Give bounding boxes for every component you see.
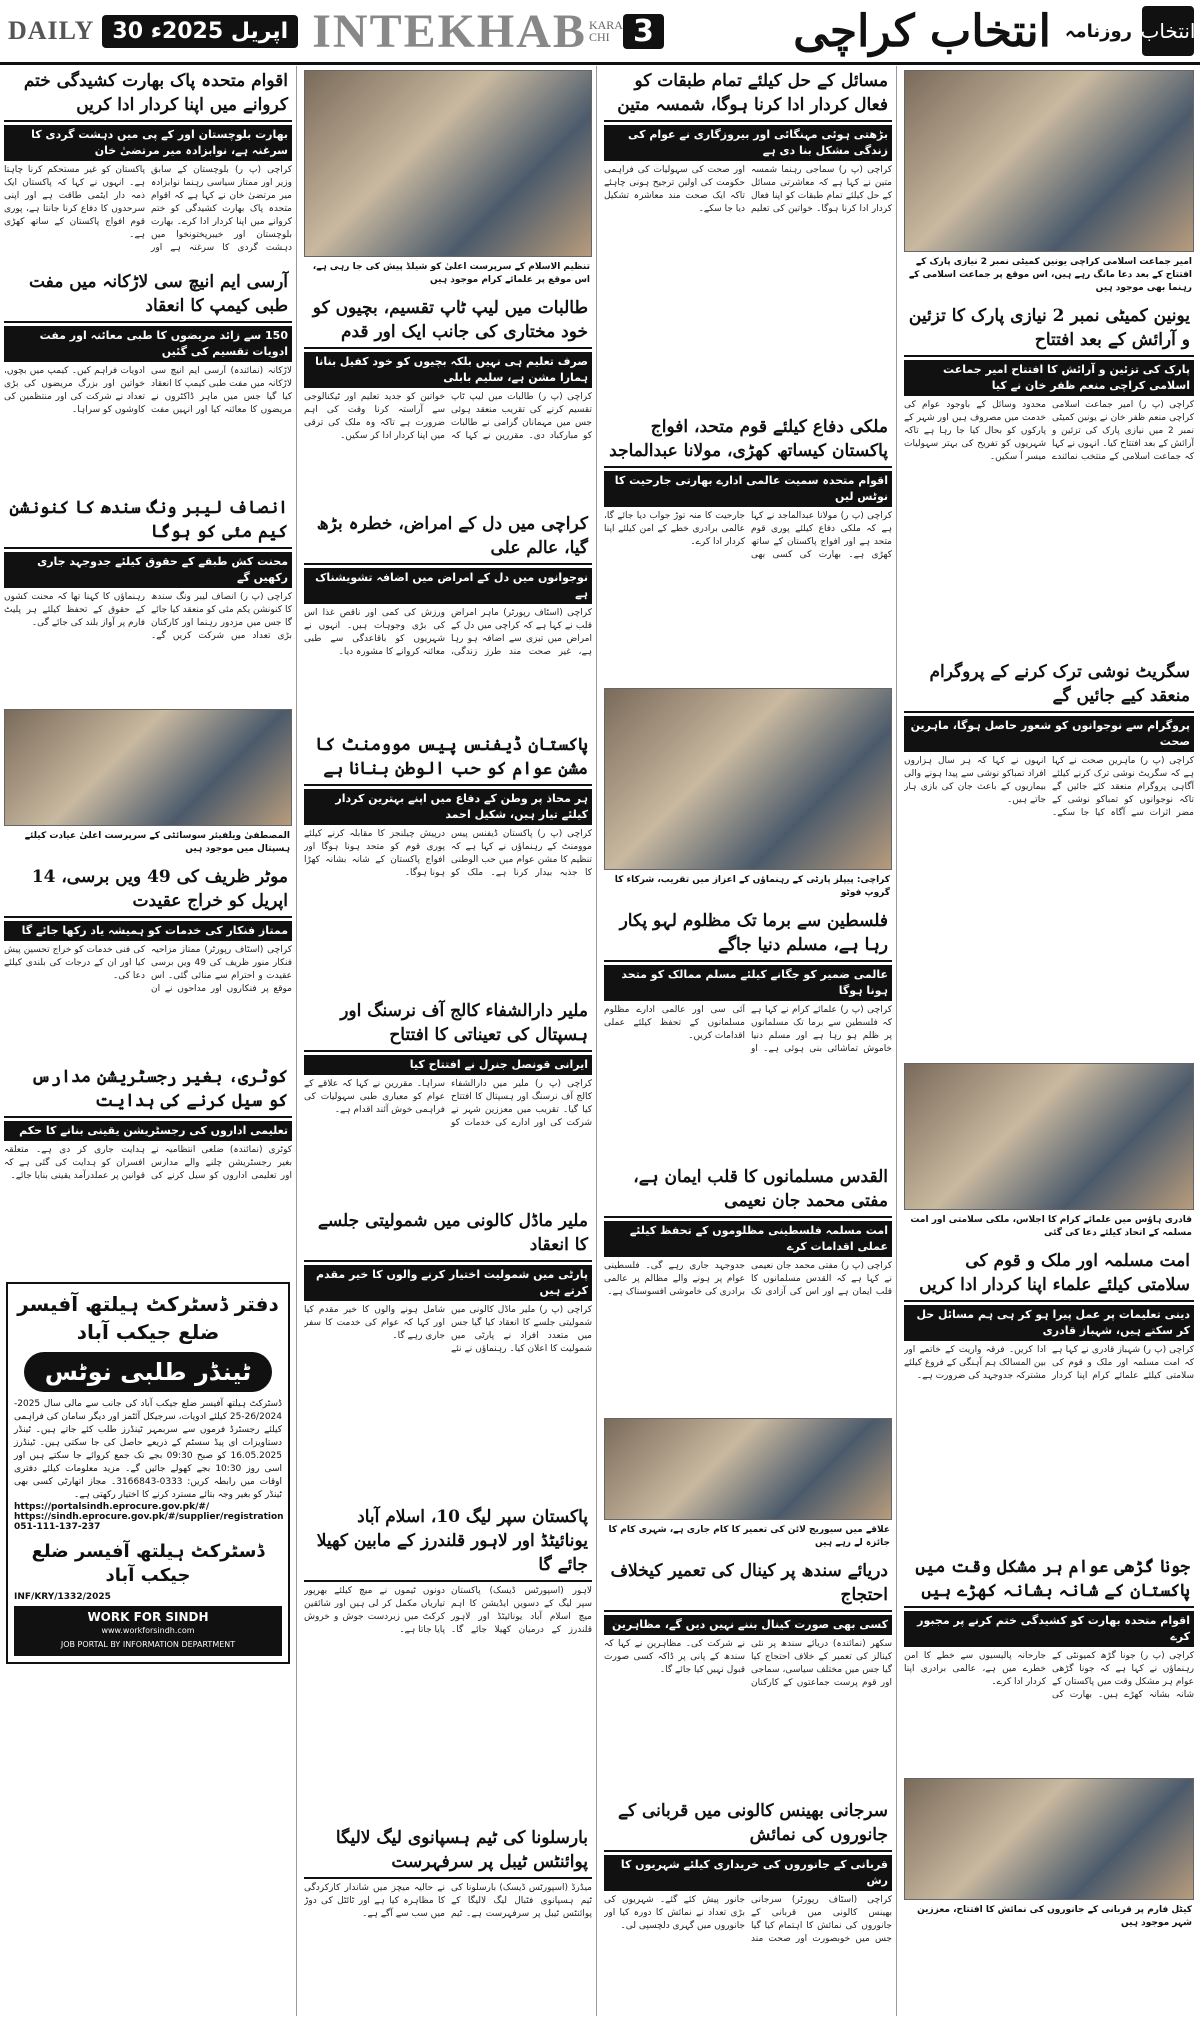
subhead: عالمی ضمیر کو جگانے کیلئے مسلم ممالک کو متحد ہونا ہوگا bbox=[604, 965, 892, 1001]
subhead: 150 سے زائد مریضوں کا طبی معائنہ اور مفت ادویات تقسیم کی گئیں bbox=[4, 326, 292, 362]
headline: جونا گڑھی عوام ہر مشکل وقت میں پاکستان کے شانہ بشانہ کھڑے ہیں bbox=[904, 1552, 1194, 1608]
wfs-url[interactable]: www.workforsindh.com bbox=[101, 1626, 195, 1635]
headline: ملکی دفاع کیلئے قوم متحد، افواج پاکستان کیساتھ کھڑی، مولانا عبدالماجد bbox=[604, 412, 892, 468]
subhead: نوجوانوں میں دل کے امراض میں اضافہ تشویشناک ہے bbox=[304, 568, 592, 604]
notice-ref: INF/KRY/1332/2025 bbox=[14, 1592, 111, 1602]
article bbox=[4, 1062, 292, 1274]
masthead-date: 30 اپریل 2025ء bbox=[102, 15, 298, 48]
article bbox=[604, 1162, 892, 1410]
subhead: ممتاز فنکار کی خدمات کو ہمیشہ یاد رکھا جائے گا bbox=[4, 921, 292, 941]
news-photo bbox=[304, 70, 592, 257]
headline: آرسی ایم انیچ سی لاڑکانہ میں مفت طبی کیمپ کا انعقاد bbox=[4, 267, 292, 323]
article-body: کراچی (پ ر) انصاف لیبر ونگ سندھ کا کنونشن یکم مئی کو منعقد کیا جائے گا جس میں مزدور رہنما اور کارکنان بڑی تعداد میں شرکت کریں گے۔ رہنماؤں کا کہنا تھا کہ محنت کشوں کے حقوق کے تحفظ کیلئے ہر پلیٹ فارم پر آواز بلند کی جائے گی۔ bbox=[4, 592, 292, 641]
news-photo bbox=[4, 709, 292, 826]
article-body: کراچی (پ ر) سماجی رہنما شمسہ متین نے کہا ہے کہ معاشرتی مسائل کے حل کیلئے تمام طبقات کو اپنا فعال کردار ادا کرنا ہوگا۔ خواتین کی تعلیم اور صحت کی سہولیات کی فراہمی حکومت کی اولین ترجیح ہونی چاہئے تاکہ ایک صحت مند معاشرہ تشکیل دیا جا سکے۔ bbox=[604, 165, 892, 214]
headline: یونین کمیٹی نمبر 2 نیازی پارک کا تزئین و آرائش کے بعد افتتاح bbox=[904, 301, 1194, 357]
headline: بارسلونا کی ٹیم ہسپانوی لیگ لالیگا پوائنٹس ٹیبل پر سرفہرست bbox=[304, 1823, 592, 1879]
article bbox=[304, 509, 592, 722]
notice-phone: 051-111-137-237 bbox=[14, 1522, 101, 1532]
article-body: کراچی (اسٹاف رپورٹر) ممتاز مزاحیہ فنکار منور ظریف کی 49 ویں برسی عقیدت و احترام سے منائی گئی۔ اس موقع پر فنکاروں اور مداحوں نے ان کی فنی خدمات کو خراج تحسین پیش کیا اور ان کے درجات کی بلندی کیلئے دعا کی۔ bbox=[4, 945, 292, 994]
article bbox=[604, 1556, 892, 1788]
notice-link[interactable]: https://portalsindh.eprocure.gov.pk/#/ bbox=[14, 1502, 210, 1512]
photo-caption: تنظیم الاسلام کے سرپرست اعلیٰ کو شیلڈ پیش کی جا رہی ہے، اس موقع پر علمائے کرام موجود ہیں bbox=[312, 262, 590, 285]
article-body: کراچی (پ ر) ماہرین صحت نے کہا ہے کہ سگریٹ نوشی ترک کرنے کیلئے آگاہی پروگرام منعقد کئے جائیں گے تاکہ نوجوانوں کو تمباکو نوشی کے مضر اثرات سے آگاہ کیا جا سکے۔ انہوں نے کہا کہ ہر سال ہزاروں افراد تمباکو نوشی سے پیدا ہونے والی بیماریوں کے باعث جان کی بازی ہار جاتے ہیں۔ bbox=[904, 756, 1194, 818]
subhead: ہر محاذ پر وطن کے دفاع میں اپنے بہترین کردار کیلئے تیار ہیں، شکیل احمد bbox=[304, 789, 592, 825]
headline: کوٹری، بغیر رجسٹریشن مدارس کو سیل کرنے کی ہدایت bbox=[4, 1062, 292, 1118]
subhead: پارٹی میں شمولیت اختیار کرنے والوں کا خیر مقدم کرتے ہیں bbox=[304, 1265, 592, 1301]
column-1 bbox=[0, 66, 297, 2016]
article-body: میڈرڈ (اسپورٹس ڈیسک) بارسلونا کی ٹیم ہسپانوی فٹبال لیگ لالیگا کے پوائنٹس ٹیبل پر سرفہرست ہے۔ ٹیم نے حالیہ میچز میں شاندار کارکردگی کا مظاہرہ کیا ہے اور ٹائٹل کی دوڑ میں سب سے آگے ہے۔ bbox=[304, 1883, 592, 1919]
article bbox=[4, 862, 292, 1054]
subhead: محنت کش طبقے کے حقوق کیلئے جدوجہد جاری رکھیں گے bbox=[4, 552, 292, 588]
headline: موٹر ظریف کی 49 ویں برسی، 14 اپریل کو خراج عقیدت bbox=[4, 862, 292, 918]
news-photo bbox=[904, 70, 1194, 252]
headline: پاکستان ڈیفنس پیس موومنٹ کا مشن عوام کو حب الوطن بنانا ہے bbox=[304, 730, 592, 786]
photo-caption: قادری ہاؤس میں علمائے کرام کا اجلاس، ملکی سلامتی اور امت مسلمہ کے اتحاد کیلئے دعا کی گئی bbox=[910, 1215, 1192, 1238]
article-body: کراچی (پ ر) علمائے کرام نے کہا ہے کہ فلسطین سے برما تک مسلمانوں پر ظلم ہو رہا ہے اور مسلم دنیا خاموش تماشائی بنی ہوئی ہے۔ او آئی سی اور عالمی ادارے مظلوم مسلمانوں کے تحفظ کیلئے عملی اقدامات کریں۔ bbox=[604, 1005, 892, 1054]
subhead: پارک کی تزئین و آرائش کا افتتاح امیر جماعت اسلامی کراچی منعم ظفر خان نے کیا bbox=[904, 360, 1194, 396]
photo-caption: المصطفیٰ ویلفیئر سوسائٹی کے سرپرست اعلیٰ عیادت کیلئے ہسپتال میں موجود ہیں bbox=[24, 831, 290, 854]
notice-office: دفتر ڈسٹرکٹ ہیلتھ آفیسر ضلع جیکب آباد bbox=[17, 1292, 279, 1344]
notice-link[interactable]: https://sindh.eprocure.gov.pk/#/supplier/registration bbox=[14, 1512, 284, 1522]
masthead-daily: DAILY bbox=[8, 16, 95, 45]
headline: ملیر ماڈل کالونی میں شمولیتی جلسے کا انعقاد bbox=[304, 1206, 592, 1262]
wfs-title: WORK FOR SINDH bbox=[87, 1610, 209, 1624]
subhead: صرف تعلیم ہی نہیں بلکہ بچیوں کو خود کفیل بنانا ہمارا مشن ہے، سلیم بابلی bbox=[304, 352, 592, 388]
column-2 bbox=[300, 66, 597, 2016]
article-body: لاڑکانہ (نمائندہ) آرسی ایم انیچ سی لاڑکانہ میں مفت طبی کیمپ کا انعقاد کیا گیا جس میں ماہر ڈاکٹروں نے مریضوں کا معائنہ کیا اور انہیں مفت ادویات فراہم کیں۔ کیمپ میں بچوں، خواتین اور بزرگ مریضوں کی بڑی تعداد نے شرکت کی اور منتظمین کی کاوشوں کو سراہا۔ bbox=[4, 366, 292, 415]
column-3 bbox=[600, 66, 897, 2016]
headline: مسائل کے حل کیلئے تمام طبقات کو فعال کردار ادا کرنا ہوگا، شمسہ متین bbox=[604, 66, 892, 122]
subhead: کسی بھی صورت کینال بننے نہیں دیں گے، مظاہرین bbox=[604, 1615, 892, 1635]
article-body: کراچی (پ ر) پاکستان ڈیفنس پیس موومنٹ کے رہنماؤں نے کہا ہے کہ تنظیم کا مشن عوام میں حب الوطنی کا جذبہ بیدار کرنا ہے۔ ملک کو درپیش چیلنجز کا مقابلہ کرنے کیلئے پوری قوم کو متحد ہونا ہوگا اور افواج پاکستان کے شانہ بشانہ کھڑا ہونا ہوگا۔ bbox=[304, 829, 592, 878]
article-body: کراچی (اسٹاف رپورٹر) سرجانی بھینس کالونی میں قربانی کے جانوروں کی نمائش کا اہتمام کیا گیا جس میں خوبصورت اور صحت مند جانور پیش کئے گئے۔ شہریوں کی بڑی تعداد نے نمائش کا دورہ کیا اور جانوروں میں گہری دلچسپی لی۔ bbox=[604, 1895, 892, 1944]
masthead bbox=[0, 0, 1200, 65]
article bbox=[904, 1552, 1194, 1770]
subhead: ایرانی قونصل جنرل نے افتتاح کیا bbox=[304, 1055, 592, 1075]
headline: کراچی میں دل کے امراض، خطرہ بڑھ گیا، عالم علی bbox=[304, 509, 592, 565]
article bbox=[904, 1246, 1194, 1544]
photo-caption: علاقے میں سیوریج لائن کی تعمیر کا کام جاری ہے، شہری کام کا جائزہ لے رہے ہیں bbox=[608, 1525, 890, 1548]
masthead-karachi: KARA CHI bbox=[588, 18, 623, 44]
article bbox=[304, 730, 592, 988]
headline: فلسطین سے برما تک مظلوم لہو پکار رہا ہے، مسلم دنیا جاگے bbox=[604, 906, 892, 962]
subhead: تعلیمی اداروں کی رجسٹریشن یقینی بنانے کا حکم bbox=[4, 1121, 292, 1141]
headline: دریائے سندھ پر کینال کی تعمیر کیخلاف احتجاج bbox=[604, 1556, 892, 1612]
column-4 bbox=[900, 66, 1198, 2016]
headline: طالبات میں لیپ ٹاپ تقسیم، بچیوں کو خود مختاری کی جانب ایک اور قدم bbox=[304, 293, 592, 349]
headline: پاکستان سپر لیگ 10، اسلام آباد یونائیٹڈ اور لاہور قلندرز کے مابین کھیلا جائے گا bbox=[304, 1502, 592, 1582]
article bbox=[904, 657, 1194, 1055]
headline: ملیر دارالشفاء کالج آف نرسنگ اور ہسپتال کی تعیناتی کا افتتاح bbox=[304, 996, 592, 1052]
notice-body: ڈسٹرکٹ ہیلتھ آفیسر ضلع جیکب آباد کی جانب سے مالی سال 2025-26/2024-25 کیلئے ادویات، سرجیکل آئٹمز اور دیگر سامان کی فراہمی کیلئے رجسٹرڈ فرموں سے سربمہر ٹینڈرز طلب کئے جاتے ہیں۔ ٹینڈر دستاویزات ای پیڈ سسٹم کے ذریعے حاصل کی جا سکتی ہیں۔ ٹینڈرز 16.05.2025 کو صبح 09:30 بجے تک جمع کروائے جا سکتے ہیں اور اسی روز 10:30 بجے کھولے جائیں گے۔ مزید معلومات کیلئے دفتری اوقات میں رابطہ کریں: 0333-3166843۔ مجاز اتھارٹی کسی بھی ٹینڈر کو بغیر وجہ بتائے مسترد کرنے کا اختیار رکھتی ہے۔ bbox=[14, 1399, 282, 1500]
tender-notice bbox=[6, 1282, 290, 1664]
article-body: کراچی (پ ر) مولانا عبدالماجد نے کہا ہے کہ ملکی دفاع کیلئے پوری قوم متحد ہے اور افواج پاکستان کے ساتھ کھڑی ہے۔ بھارت کی کسی بھی جارحیت کا منہ توڑ جواب دیا جائے گا، عالمی برادری خطے کے امن کیلئے اپنا کردار ادا کرے۔ bbox=[604, 511, 892, 560]
article-body: کراچی (پ ر) امیر جماعت اسلامی کراچی منعم ظفر خان نے یونین کمیٹی نمبر 2 میں نیازی پارک کی تزئین و آرائش کے بعد افتتاح کیا۔ انہوں نے کہا کہ جماعت اسلامی کے منتخب نمائندے محدود وسائل کے باوجود عوام کی خدمت میں مصروف ہیں اور شہر کے پارکوں کو بحال کیا جا رہا ہے تاکہ شہریوں کو تفریح کی بہتر سہولیات میسر آ سکیں۔ bbox=[904, 400, 1194, 462]
news-photo bbox=[904, 1778, 1194, 1900]
article-body: کراچی (پ ر) طالبات میں لیپ ٹاپ تقسیم کرنے کی تقریب منعقد ہوئی جس میں مہمانان گرامی نے طالبات کو مبارکباد دی۔ مقررین نے کہا کہ خواتین کو جدید تعلیم اور ٹیکنالوجی سے آراستہ کرنا وقت کی اہم ضرورت ہے تاکہ وہ ملک کی ترقی میں اپنا کردار ادا کر سکیں۔ bbox=[304, 392, 592, 441]
headline: انصاف لیبر ونگ سندھ کا کنونشن کیم مئی کو ہوگا bbox=[4, 493, 292, 549]
notice-title: ٹینڈر طلبی نوٹس bbox=[24, 1352, 272, 1392]
work-for-sindh-banner bbox=[14, 1606, 282, 1656]
subhead: دینی تعلیمات پر عمل پیرا ہو کر ہی ہم مسائل حل کر سکتے ہیں، شہباز قادری bbox=[904, 1305, 1194, 1341]
news-photo bbox=[904, 1063, 1194, 1210]
masthead-logo: انتخاب bbox=[1142, 6, 1194, 56]
subhead: بڑھتی ہوئی مہنگائی اور بیروزگاری نے عوام کی زندگی مشکل بنا دی ہے bbox=[604, 125, 892, 161]
article bbox=[4, 267, 292, 485]
masthead-urdu-daily: روزنامہ bbox=[1064, 20, 1132, 42]
subhead: پروگرام سے نوجوانوں کو شعور حاصل ہوگا، ماہرین صحت bbox=[904, 716, 1194, 752]
masthead-urdu-title: انتخاب کراچی bbox=[793, 5, 1051, 57]
article bbox=[304, 1502, 592, 1815]
photo-caption: کراچی: پیپلز پارٹی کے رہنماؤں کے اعزاز میں تقریب، شرکاء کا گروپ فوٹو bbox=[614, 875, 890, 898]
subhead: امت مسلمہ فلسطینی مظلوموں کے تحفظ کیلئے عملی اقدامات کرے bbox=[604, 1221, 892, 1257]
article-body: کراچی (پ ر) ملیر ماڈل کالونی میں شمولیتی جلسے کا انعقاد کیا گیا جس میں متعدد افراد نے پارٹی میں شمولیت کا اعلان کیا۔ رہنماؤں نے نئے شامل ہونے والوں کا خیر مقدم کیا اور کہا کہ عوام کی خدمت کا سفر جاری رہے گا۔ bbox=[304, 1305, 592, 1354]
article bbox=[304, 1823, 592, 2016]
notice-signature: ڈسٹرکٹ ہیلتھ آفیسر ضلع جیکب آباد bbox=[31, 1541, 265, 1586]
headline: امت مسلمہ اور ملک و قوم کی سلامتی کیلئے علماء اپنا کردار ادا کریں bbox=[904, 1246, 1194, 1302]
article-body: سکھر (نمائندہ) دریائے سندھ پر نئی کینالز کی تعمیر کے خلاف احتجاج کیا گیا جس میں مختلف سیاسی، سماجی اور قوم پرست جماعتوں کے کارکنان نے شرکت کی۔ مظاہرین نے کہا کہ سندھ کے پانی پر ڈاکہ کسی صورت قبول نہیں کیا جائے گا۔ bbox=[604, 1639, 892, 1688]
article-body: لاہور (اسپورٹس ڈیسک) پاکستان سپر لیگ کے دسویں ایڈیشن کا اہم میچ اسلام آباد یونائیٹڈ اور لاہور قلندرز کے درمیان کھیلا جائے گا۔ دونوں ٹیموں نے میچ کیلئے بھرپور تیاریاں مکمل کر لی ہیں اور شائقین کرکٹ میں زبردست جوش و خروش پایا جاتا ہے۔ bbox=[304, 1586, 592, 1635]
headline: اقوام متحدہ پاک بھارت کشیدگی ختم کروانے میں اپنا کردار ادا کریں bbox=[4, 66, 292, 122]
article-body: کراچی (پ ر) بلوچستان کے سابق وزیر اور ممتاز سیاسی رہنما نوابزادہ میر مرتضیٰ خان نے کہا ہے کہ اقوام متحدہ پاک بھارت کشیدگی کو ختم کروانے میں اپنا کردار ادا کرے۔ بھارت بلوچستان اور خیبرپختونخوا میں دہشت گردی کا سرغنہ ہے اور پاکستان کو غیر مستحکم کرنا چاہتا ہے۔ انہوں نے کہا کہ پاکستان ایک ذمہ دار ایٹمی طاقت ہے اور اپنی سرحدوں کا دفاع کرنا جانتا ہے، پوری قوم افواج پاکستان کے ساتھ کھڑی ہے۔ bbox=[4, 165, 292, 253]
page-number: 3 bbox=[623, 14, 664, 49]
article bbox=[304, 293, 592, 501]
headline: سگریٹ نوشی ترک کرنے کے پروگرام منعقد کیے جائیں گے bbox=[904, 657, 1194, 713]
article-body: کراچی (پ ر) ملیر میں دارالشفاء کالج آف نرسنگ اور ہسپتال کا افتتاح کیا گیا۔ تقریب میں معززین شہر نے شرکت کی اور ادارے کی خدمات کو سراہا۔ مقررین نے کہا کہ علاقے کے عوام کو معیاری طبی سہولیات کی فراہمی خوش آئند اقدام ہے۔ bbox=[304, 1079, 592, 1128]
photo-caption: امیر جماعت اسلامی کراچی یونین کمیٹی نمبر 2 نیازی پارک کے افتتاح کے بعد دعا مانگ رہے ہیں، اس موقع پر جماعت اسلامی کے رہنما بھی موجود ہیں bbox=[908, 257, 1192, 293]
subhead: اقوام متحدہ بھارت کو کشیدگی ختم کرنے پر مجبور کرے bbox=[904, 1611, 1194, 1647]
article bbox=[604, 66, 892, 404]
article-body: کراچی (پ ر) مفتی محمد جان نعیمی نے کہا ہے کہ القدس مسلمانوں کا قلب ایمان ہے اور اس کی آزادی تک جدوجہد جاری رہے گی۔ فلسطینی عوام پر ہونے والے مظالم پر عالمی برادری کی خاموشی افسوسناک ہے۔ bbox=[604, 1261, 892, 1297]
headline: القدس مسلمانوں کا قلب ایمان ہے، مفتی محمد جان نعیمی bbox=[604, 1162, 892, 1218]
article bbox=[304, 1206, 592, 1494]
subhead: اقوام متحدہ سمیت عالمی ادارے بھارتی جارحیت کا نوٹس لیں bbox=[604, 471, 892, 507]
article bbox=[604, 1796, 892, 2016]
article-body: کراچی (پ ر) جونا گڑھ کمیونٹی کے رہنماؤں نے کہا ہے کہ جونا گڑھی عوام ہر مشکل وقت میں پاکستان کے شانہ بشانہ کھڑے ہیں۔ بھارت کی جارحانہ پالیسیوں سے خطے کا امن خطرے میں ہے، عالمی برادری اپنا کردار ادا کرے۔ bbox=[904, 1651, 1194, 1700]
article bbox=[904, 301, 1194, 649]
article bbox=[604, 412, 892, 680]
photo-caption: کیٹل فارم پر قربانی کے جانوروں کی نمائش کا افتتاح، معززین شہر موجود ہیں bbox=[917, 1905, 1192, 1928]
article-body: کوٹری (نمائندہ) ضلعی انتظامیہ نے بغیر رجسٹریشن چلنے والے مدارس اور تعلیمی اداروں کو سیل کرنے کی ہدایت جاری کر دی ہے۔ متعلقہ افسران کو ہدایت کی گئی ہے کہ قوانین پر عملدرآمد یقینی بنایا جائے۔ bbox=[4, 1145, 292, 1181]
article bbox=[604, 906, 892, 1154]
subhead: بھارت بلوچستان اور کے پی میں دہشت گردی کا سرغنہ ہے، نوابزادہ میر مرتضیٰ خان bbox=[4, 125, 292, 161]
article-body: کراچی (پ ر) شہباز قادری نے کہا ہے کہ امت مسلمہ اور ملک و قوم کی سلامتی کیلئے علمائے کرام اپنا کردار ادا کریں۔ فرقہ واریت کے خاتمے اور بین المسالک ہم آہنگی کے فروغ کیلئے مشترکہ جدوجہد کی ضرورت ہے۔ bbox=[904, 1345, 1194, 1381]
subhead: قربانی کے جانوروں کی خریداری کیلئے شہریوں کا رش bbox=[604, 1855, 892, 1891]
masthead-intekhab: INTEKHAB bbox=[312, 4, 587, 58]
article bbox=[304, 996, 592, 1198]
headline: سرجانی بھینس کالونی میں قربانی کے جانوروں کی نمائش bbox=[604, 1796, 892, 1852]
news-photo bbox=[604, 1418, 892, 1520]
news-photo bbox=[604, 688, 892, 870]
article-body: کراچی (اسٹاف رپورٹر) ماہر امراض قلب نے کہا ہے کہ کراچی میں دل کے امراض میں تیزی سے اضافہ ہو رہا ہے، غیر صحت مند طرز زندگی، ورزش کی کمی اور ناقص غذا اس کی بڑی وجوہات ہیں۔ انہوں نے شہریوں کو باقاعدگی سے طبی معائنہ کروانے کا مشورہ دیا۔ bbox=[304, 608, 592, 657]
article bbox=[4, 493, 292, 701]
wfs-sub: JOB PORTAL BY INFORMATION DEPARTMENT bbox=[60, 1640, 236, 1649]
article bbox=[4, 66, 292, 259]
